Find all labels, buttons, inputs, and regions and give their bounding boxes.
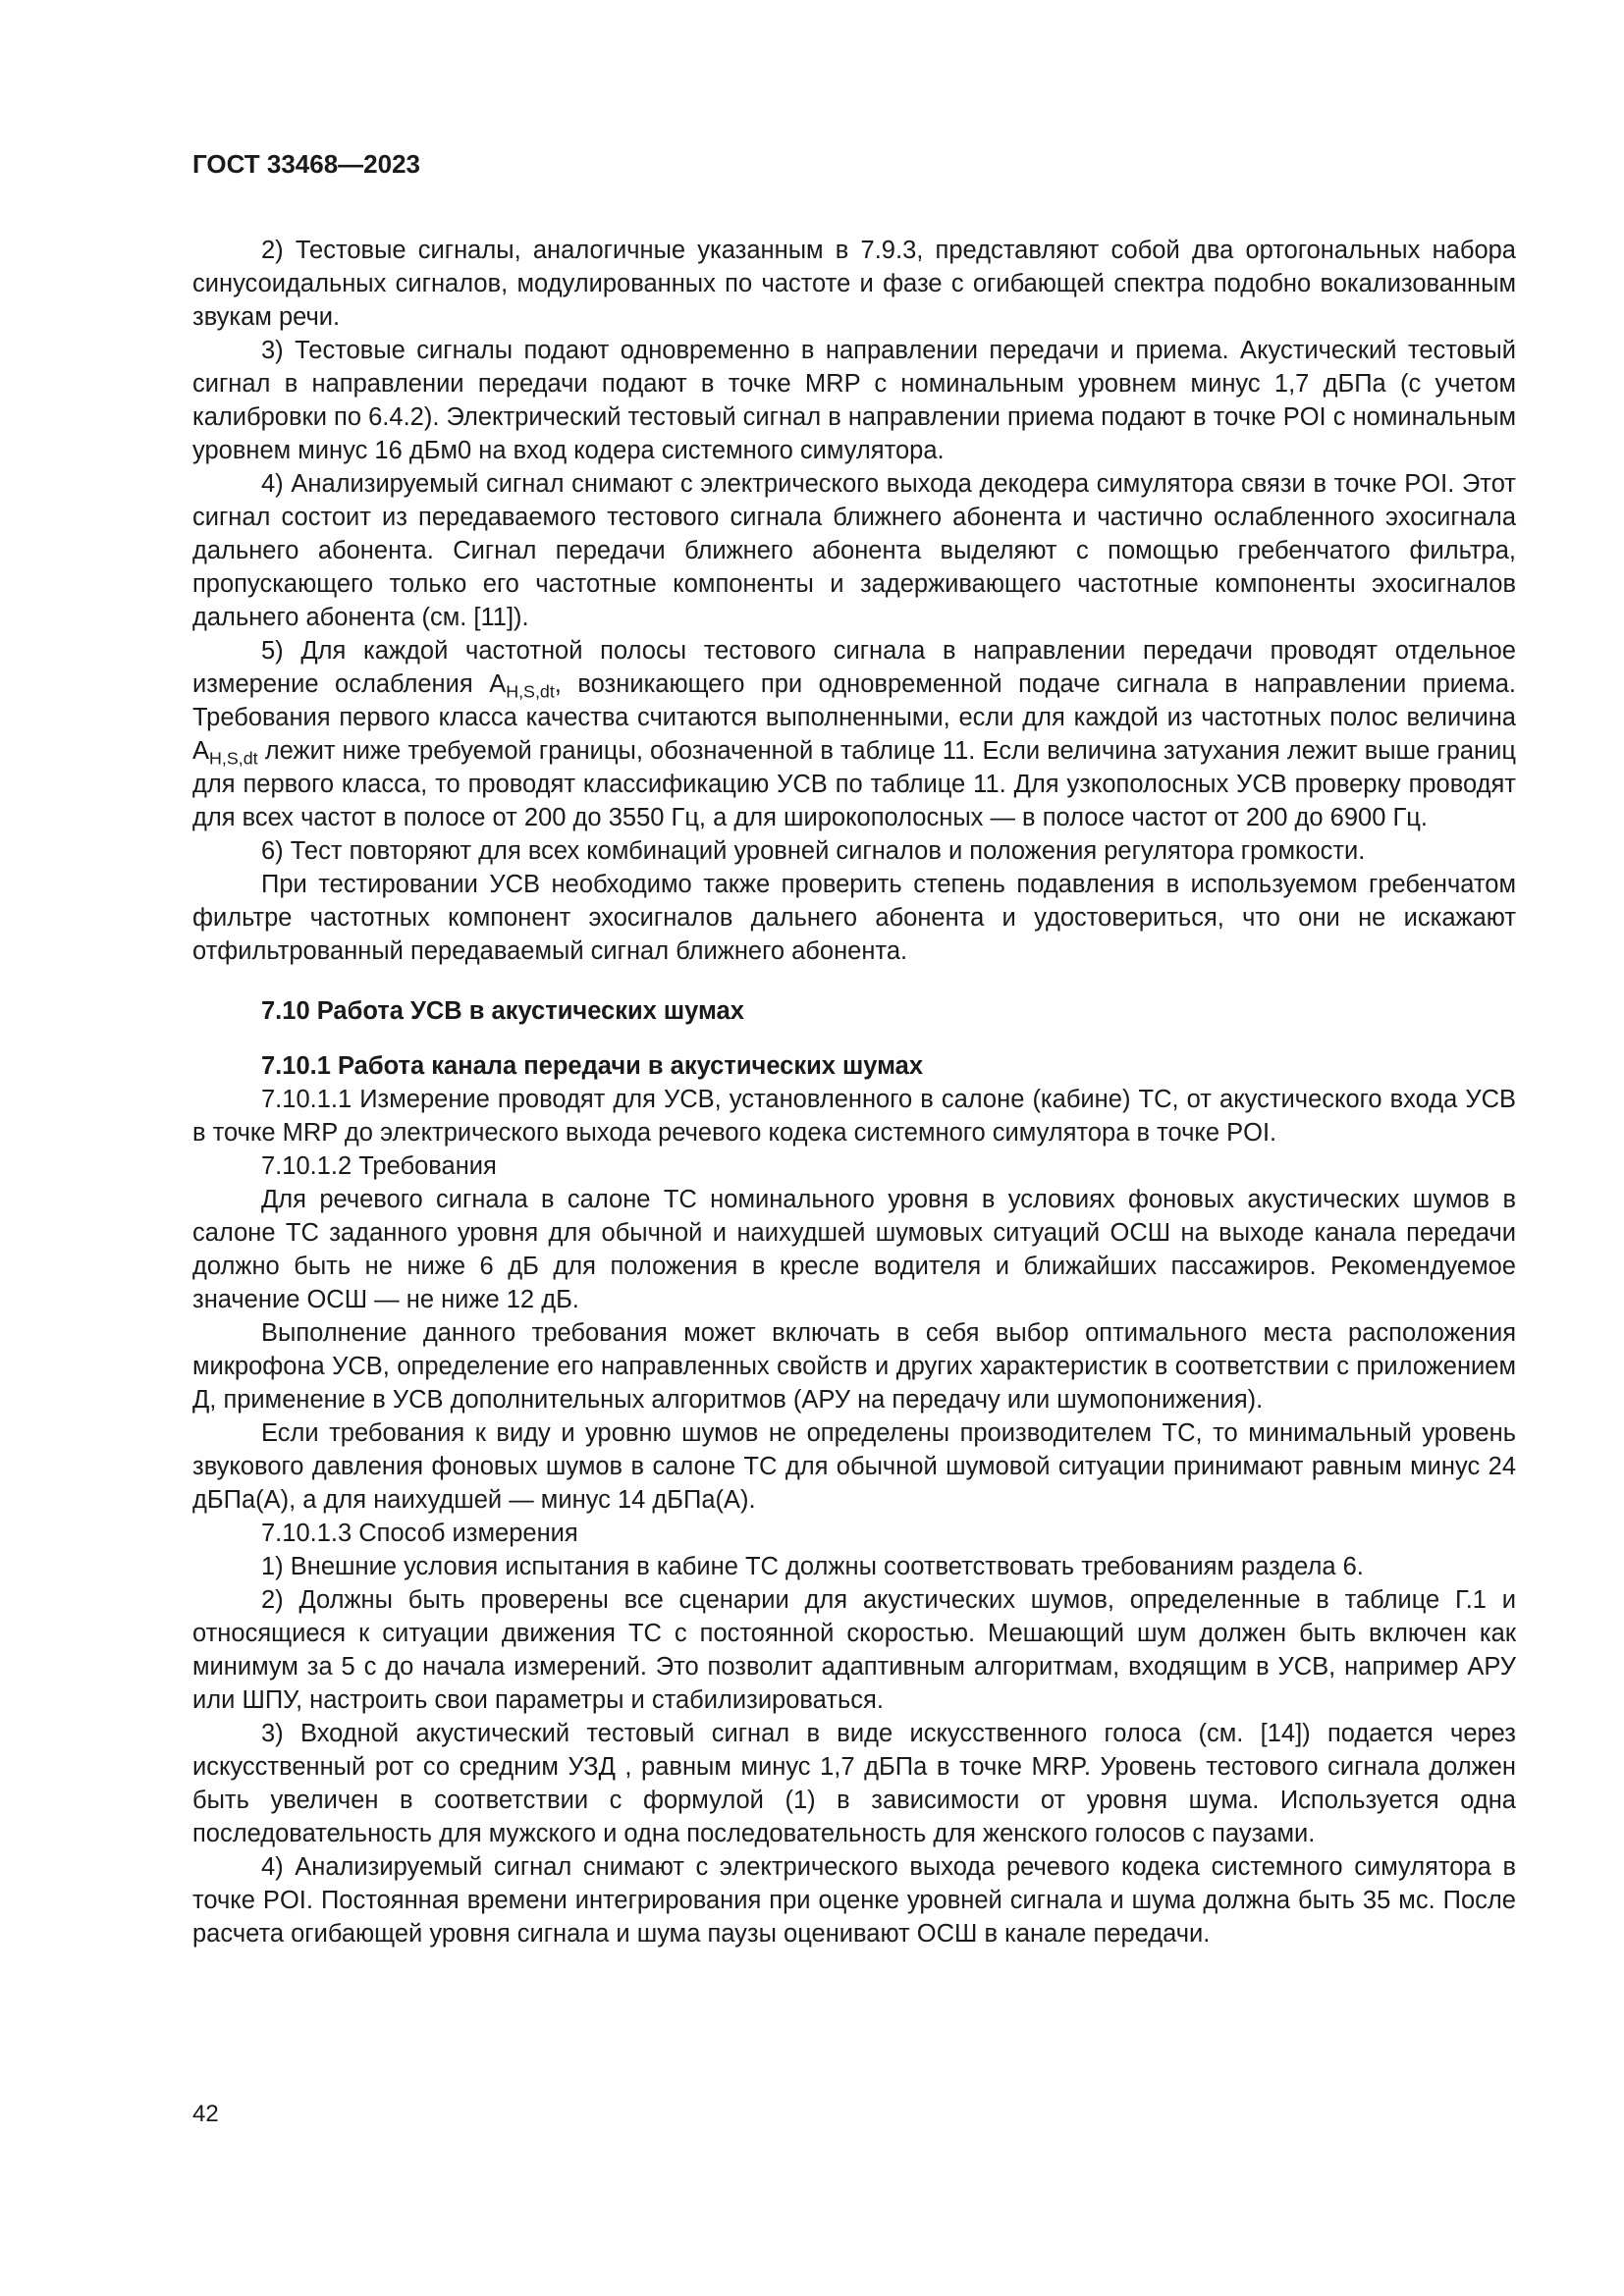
paragraph: Выполнение данного требования может включать в себя выбор оптимального места расположения микрофона УСВ, определение его направленных свойств и других характеристик в соответствии с приложением Д, применение в УСВ дополнительных алгоритмов (АРУ на передачу или шумопонижения). xyxy=(192,1319,1516,1414)
paragraph: Для речевого сигнала в салоне ТС номинального уровня в условиях фоновых акустических шумов в салоне ТС заданного уровня для обычной и наихудшей шумовых ситуаций ОСШ на выходе канала передачи должно быть не ниже 6 дБ для положения в кресле водителя и ближайших пассажиров. Рекомендуемое значение ОСШ — не ниже 12 дБ. xyxy=(192,1186,1516,1313)
paragraph: 1) Внешние условия испытания в кабине ТС должны соответствовать требованиям раздела 6. xyxy=(261,1553,1364,1580)
document-page xyxy=(192,147,1516,1950)
paragraph xyxy=(192,634,1516,834)
paragraph: При тестировании УСВ необходимо также проверить степень подавления в используемом гребенчатом фильтре частотных компонент эхосигналов дальнего абонента и удостовериться, что они не искажают отфильтрованный передаваемый сигнал ближнего абонента. xyxy=(192,871,1516,965)
subsection-heading: 7.10.1 Работа канала передачи в акустических шумах xyxy=(261,1052,924,1080)
paragraph: 2) Тестовые сигналы, аналогичные указанным в 7.9.3, представляют собой два ортогональных набора синусоидальных сигналов, модулированных по частоте и фазе с огибающей спектра подобно вокализованным звукам речи. xyxy=(192,237,1516,331)
paragraph: 7.10.1.2 Требования xyxy=(261,1152,497,1180)
paragraph: 4) Анализируемый сигнал снимают с электрического выхода декодера симулятора связи в точке POI. Этот сигнал состоит из передаваемого тестового сигнала ближнего абонента и частично ослабленного эхосигнала дальнего абонента. Сигнал передачи ближнего абонента выделяют с помощью гребенчатого фильтра, пропускающего только его частотные компоненты и задерживающего частотные компоненты эхосигналов дальнего абонента (см. [11]). xyxy=(192,470,1516,631)
text-run: , возникающего при одновременной подаче сигнала в направлении приема. Требования первого класса качества считаются выполненными, если для каждой из частотных полос величина A xyxy=(192,670,1516,765)
paragraph: 6) Тест повторяют для всех комбинаций уровней сигналов и положения регулятора громкости. xyxy=(261,837,1366,865)
section-heading: 7.10 Работа УСВ в акустических шумах xyxy=(261,997,744,1025)
paragraph: 3) Входной акустический тестовый сигнал в виде искусственного голоса (см. [14]) подается через искусственный рот со средним УЗД , равным минус 1,7 дБПа в точке MRP. Уровень тестового сигнала должен быть увеличен в соответствии с формулой (1) в зависимости от уровня шума. Используется одна последовательность для мужского и одна последовательность для женского голосов с паузами. xyxy=(192,1720,1516,1847)
subscript: H,S,dt xyxy=(209,748,258,769)
text-run: лежит ниже требуемой границы, обозначенной в таблице 11. Если величина затухания лежит выше границ для первого класса, то проводят классификацию УСВ по таблице 11. Для узкополосных УСВ проверку проводят для всех частот в полосе от 200 до 3550 Гц, а для широкополосных — в полосе частот от 200 до 6900 Гц. xyxy=(192,737,1516,831)
paragraph: 7.10.1.3 Способ измерения xyxy=(261,1520,578,1547)
paragraph: 4) Анализируемый сигнал снимают с электрического выхода речевого кодека системного симулятора в точке POI. Постоянная времени интегрирования при оценке уровней сигнала и шума должна быть 35 мс. После расчета огибающей уровня сигнала и шума паузы оценивают ОСШ в канале передачи. xyxy=(192,1853,1516,1948)
page-number: 42 xyxy=(192,2101,219,2127)
paragraph: 7.10.1.1 Измерение проводят для УСВ, установленного в салоне (кабине) ТС, от акустического входа УСВ в точке MRP до электрического выхода речевого кодека системного симулятора в точке POI. xyxy=(192,1086,1516,1147)
text-run: 5) Для каждой частотной полосы тестового сигнала в направлении передачи проводят отдельное измерение ослабления A xyxy=(192,637,1516,698)
subscript: H,S,dt xyxy=(506,681,555,702)
paragraph: Если требования к виду и уровню шумов не определены производителем ТС, то минимальный уровень звукового давления фоновых шумов в салоне ТС для обычной шумовой ситуации принимают равным минус 24 дБПа(А), а для наихудшей — минус 14 дБПа(А). xyxy=(192,1419,1516,1514)
paragraph: 3) Тестовые сигналы подают одновременно в направлении передачи и приема. Акустический тестовый сигнал в направлении передачи подают в точке MRP с номинальным уровнем минус 1,7 дБПа (с учетом калибровки по 6.4.2). Электрический тестовый сигнал в направлении приема подают в точке POI с номинальным уровнем минус 16 дБм0 на вход кодера системного симулятора. xyxy=(192,337,1516,464)
document-code: ГОСТ 33468—2023 xyxy=(192,149,420,179)
paragraph: 2) Должны быть проверены все сценарии для акустических шумов, определенные в таблице Г.1 и относящиеся к ситуации движения ТС с постоянной скоростью. Мешающий шум должен быть включен как минимум за 5 с до начала измерений. Это позволит адаптивным алгоритмам, входящим в УСВ, например АРУ или ШПУ, настроить свои параметры и стабилизироваться. xyxy=(192,1586,1516,1714)
